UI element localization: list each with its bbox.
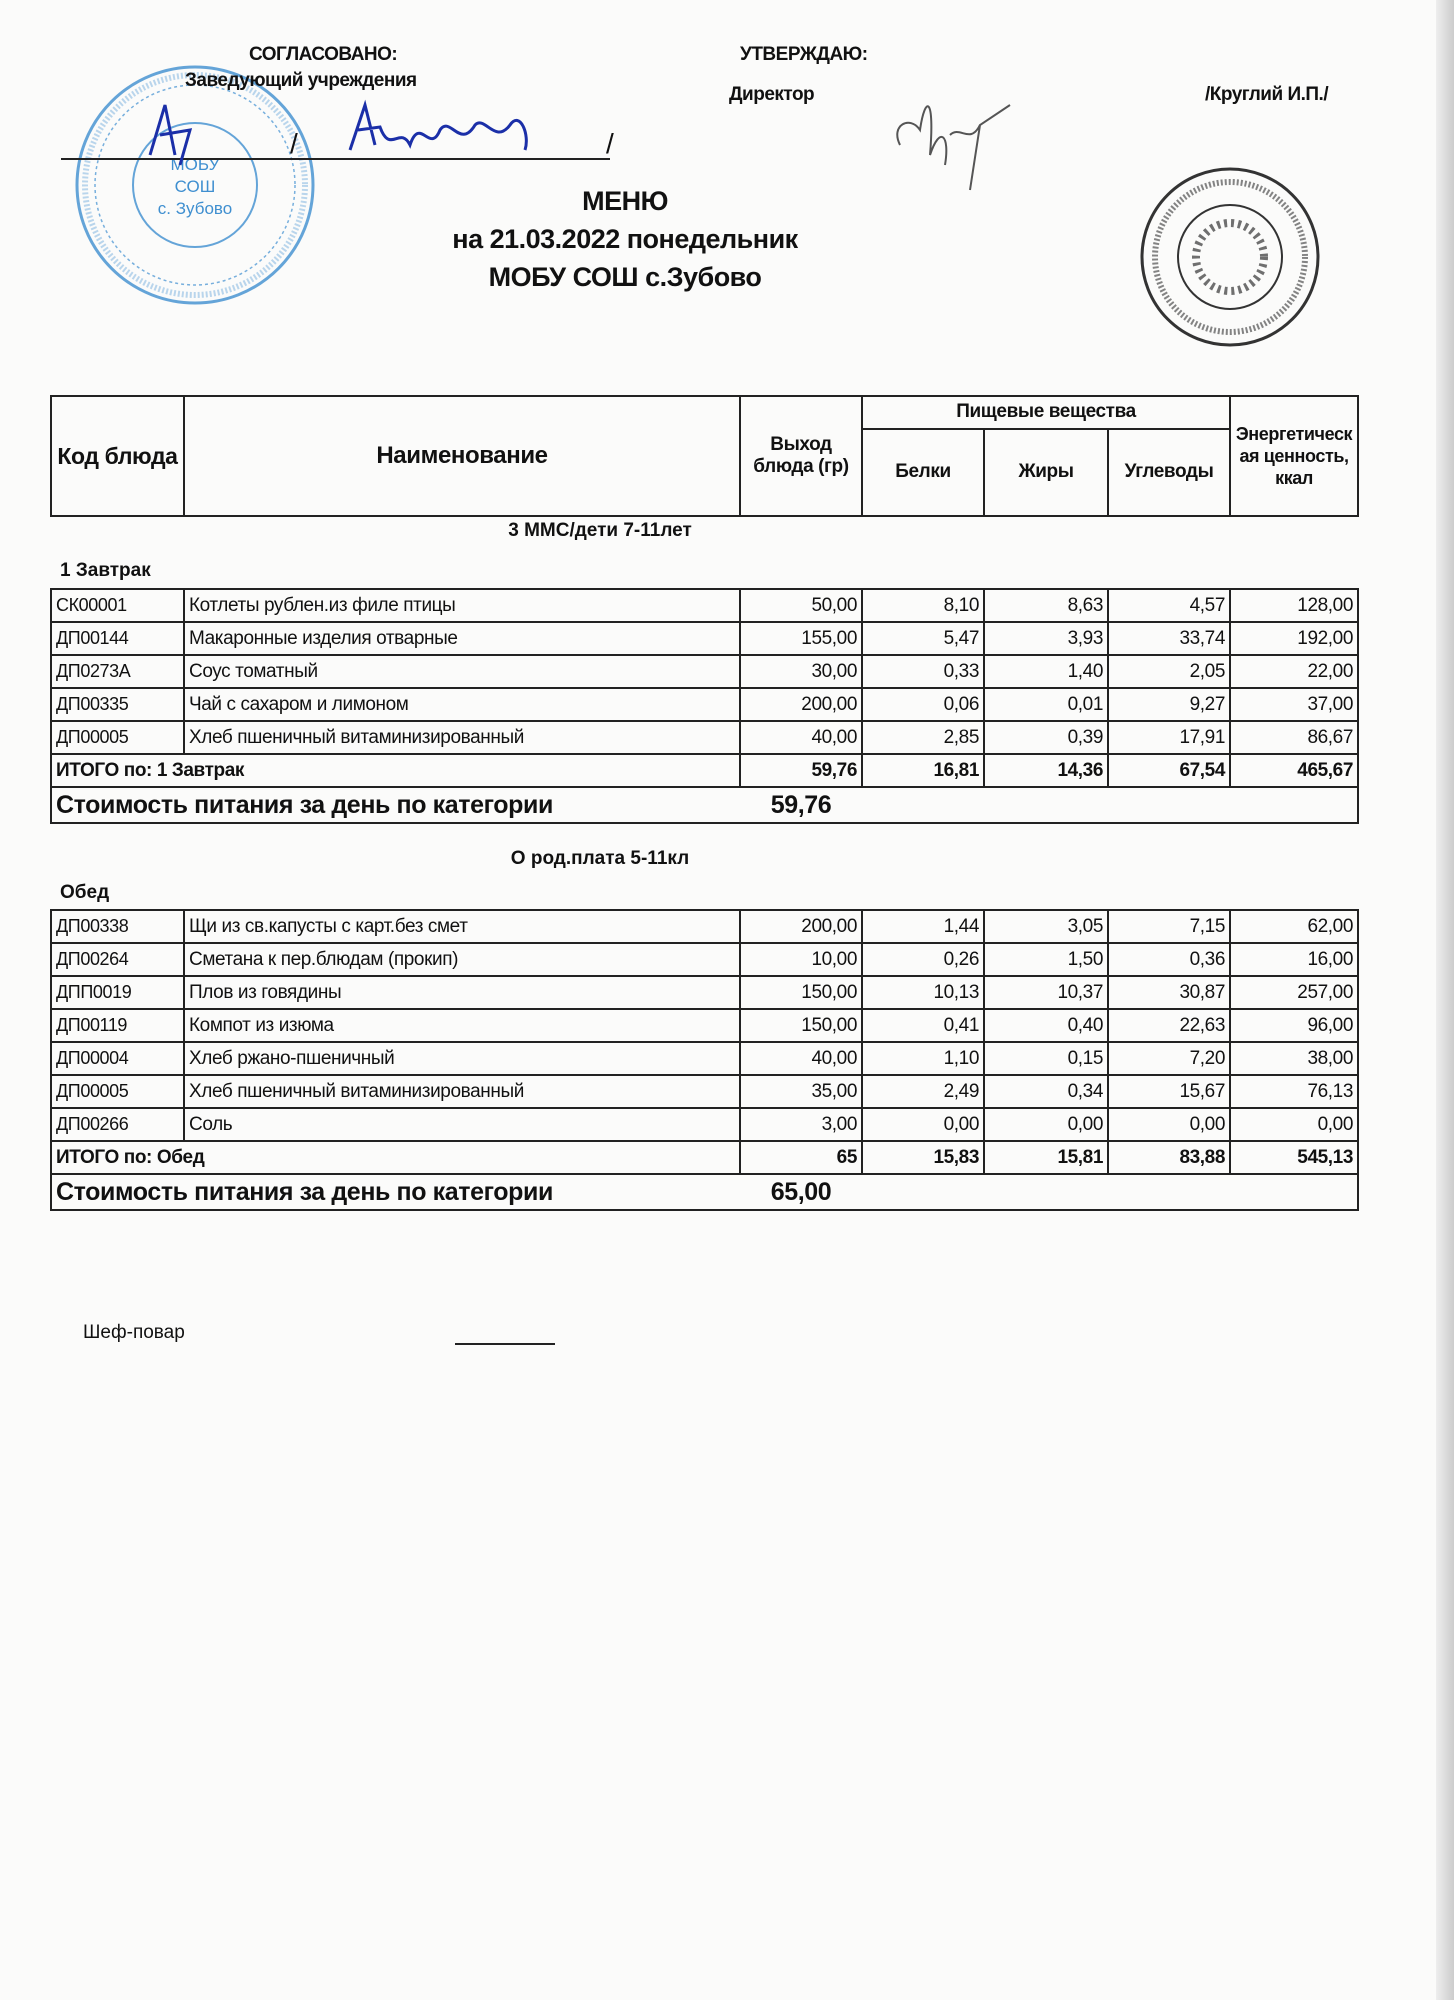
dish-carbs: 17,91 — [1108, 721, 1230, 754]
col-energy: Энергетическая ценность, ккал — [1230, 396, 1358, 516]
total-value: 15,81 — [984, 1141, 1108, 1174]
dish-name: Плов из говядины — [184, 976, 740, 1009]
dish-fat: 0,39 — [984, 721, 1108, 754]
dish-name: Хлеб пшеничный витаминизированный — [184, 721, 740, 754]
dish-fat: 1,50 — [984, 943, 1108, 976]
dish-fat: 0,40 — [984, 1009, 1108, 1042]
dish-yield: 40,00 — [740, 1042, 862, 1075]
dish-protein: 0,00 — [862, 1108, 984, 1141]
dish-carbs: 4,57 — [1108, 589, 1230, 622]
dish-name: Сметана к пер.блюдам (прокип) — [184, 943, 740, 976]
dish-name: Щи из св.капусты с карт.без смет — [184, 910, 740, 943]
dish-protein: 8,10 — [862, 589, 984, 622]
dish-code: ДП00119 — [51, 1009, 184, 1042]
cost-label: Стоимость питания за день по категории — [51, 1174, 740, 1210]
dish-code: ДП0273А — [51, 655, 184, 688]
cost-empty — [862, 787, 1358, 823]
agreed-signature-icon — [130, 95, 600, 175]
dish-yield: 30,00 — [740, 655, 862, 688]
table-row — [51, 721, 1358, 754]
dish-fat: 0,34 — [984, 1075, 1108, 1108]
dish-carbs: 0,00 — [1108, 1108, 1230, 1141]
dish-fat: 10,37 — [984, 976, 1108, 1009]
dish-fat: 0,00 — [984, 1108, 1108, 1141]
group-label: 3 ММС/дети 7-11лет — [508, 520, 692, 541]
dish-energy: 86,67 — [1230, 721, 1358, 754]
table-row — [51, 655, 1358, 688]
cost-empty — [862, 1174, 1358, 1210]
menu-header-table — [50, 395, 1359, 517]
dish-name: Соус томатный — [184, 655, 740, 688]
total-value: 14,36 — [984, 754, 1108, 787]
dish-carbs: 2,05 — [1108, 655, 1230, 688]
dish-fat: 0,15 — [984, 1042, 1108, 1075]
col-code: Код блюда — [51, 396, 184, 516]
total-value: 65 — [740, 1141, 862, 1174]
dish-name: Компот из изюма — [184, 1009, 740, 1042]
cost-value: 65,00 — [740, 1174, 862, 1210]
dish-yield: 155,00 — [740, 622, 862, 655]
dish-energy: 38,00 — [1230, 1042, 1358, 1075]
chef-signature-line — [455, 1343, 555, 1345]
dish-protein: 1,44 — [862, 910, 984, 943]
dish-energy: 0,00 — [1230, 1108, 1358, 1141]
dish-energy: 257,00 — [1230, 976, 1358, 1009]
dish-name: Макаронные изделия отварные — [184, 622, 740, 655]
breakfast-table — [50, 588, 1359, 824]
agreed-label: СОГЛАСОВАНО: — [249, 44, 398, 65]
total-value: 16,81 — [862, 754, 984, 787]
table-row — [51, 910, 1358, 943]
dish-code: ДПП0019 — [51, 976, 184, 1009]
dish-carbs: 30,87 — [1108, 976, 1230, 1009]
table-row — [51, 1009, 1358, 1042]
dish-yield: 50,00 — [740, 589, 862, 622]
total-value: 545,13 — [1230, 1141, 1358, 1174]
cost-row — [51, 787, 1358, 823]
table-row — [51, 589, 1358, 622]
dish-protein: 2,85 — [862, 721, 984, 754]
menu-heading: МЕНЮ — [582, 186, 668, 216]
dish-code: ДП00335 — [51, 688, 184, 721]
dish-energy: 192,00 — [1230, 622, 1358, 655]
dish-carbs: 15,67 — [1108, 1075, 1230, 1108]
dish-name: Котлеты рублен.из филе птицы — [184, 589, 740, 622]
dish-yield: 40,00 — [740, 721, 862, 754]
dish-yield: 200,00 — [740, 910, 862, 943]
dish-carbs: 7,15 — [1108, 910, 1230, 943]
agreed-position: Заведующий учреждения — [185, 70, 417, 91]
dish-name: Соль — [184, 1108, 740, 1141]
dish-carbs: 0,36 — [1108, 943, 1230, 976]
breakfast-label: 1 Завтрак — [60, 560, 151, 581]
dish-energy: 37,00 — [1230, 688, 1358, 721]
total-value: 67,54 — [1108, 754, 1230, 787]
table-row — [51, 1075, 1358, 1108]
lunch-label: Обед — [60, 882, 110, 903]
table-row — [51, 976, 1358, 1009]
scan-edge — [1436, 0, 1454, 2000]
cost-value: 59,76 — [740, 787, 862, 823]
dish-name: Хлеб пшеничный витаминизированный — [184, 1075, 740, 1108]
dish-name: Чай с сахаром и лимоном — [184, 688, 740, 721]
total-value: 59,76 — [740, 754, 862, 787]
dish-fat: 1,40 — [984, 655, 1108, 688]
dish-protein: 0,41 — [862, 1009, 984, 1042]
dish-protein: 0,06 — [862, 688, 984, 721]
total-row — [51, 754, 1358, 787]
total-value: 465,67 — [1230, 754, 1358, 787]
signature-slash-left: / — [290, 128, 298, 159]
total-label: ИТОГО по: Обед — [51, 1141, 740, 1174]
dish-fat: 0,01 — [984, 688, 1108, 721]
dish-protein: 2,49 — [862, 1075, 984, 1108]
total-value: 83,88 — [1108, 1141, 1230, 1174]
dish-code: СК00001 — [51, 589, 184, 622]
col-carbs: Углеводы — [1108, 429, 1230, 516]
table-row — [51, 688, 1358, 721]
table-row — [51, 1042, 1358, 1075]
dish-code: ДП00144 — [51, 622, 184, 655]
dish-protein: 0,33 — [862, 655, 984, 688]
dish-fat: 8,63 — [984, 589, 1108, 622]
dish-energy: 96,00 — [1230, 1009, 1358, 1042]
dish-energy: 76,13 — [1230, 1075, 1358, 1108]
cost-row — [51, 1174, 1358, 1210]
dish-code: ДП00338 — [51, 910, 184, 943]
dish-yield: 150,00 — [740, 1009, 862, 1042]
dish-yield: 10,00 — [740, 943, 862, 976]
col-name: Наименование — [184, 396, 740, 516]
dish-carbs: 33,74 — [1108, 622, 1230, 655]
menu-date: на 21.03.2022 понедельник — [452, 224, 798, 254]
lunch-table — [50, 909, 1359, 1211]
col-fat: Жиры — [984, 429, 1108, 516]
dish-code: ДП00266 — [51, 1108, 184, 1141]
col-protein: Белки — [862, 429, 984, 516]
dish-name: Хлеб ржано-пшеничный — [184, 1042, 740, 1075]
dish-fat: 3,05 — [984, 910, 1108, 943]
cost-label: Стоимость питания за день по категории — [51, 787, 740, 823]
menu-school: МОБУ СОШ с.Зубово — [488, 262, 762, 292]
dish-code: ДП00005 — [51, 721, 184, 754]
dish-yield: 35,00 — [740, 1075, 862, 1108]
dish-carbs: 9,27 — [1108, 688, 1230, 721]
dish-energy: 16,00 — [1230, 943, 1358, 976]
table-row — [51, 943, 1358, 976]
table-row — [51, 1108, 1358, 1141]
dish-energy: 62,00 — [1230, 910, 1358, 943]
dish-fat: 3,93 — [984, 622, 1108, 655]
svg-text:с. Зубово: с. Зубово — [157, 199, 233, 218]
chef-label: Шеф-повар — [83, 1322, 185, 1343]
director-signature-icon — [880, 85, 1050, 195]
dish-code: ДП00004 — [51, 1042, 184, 1075]
dish-protein: 1,10 — [862, 1042, 984, 1075]
dish-energy: 128,00 — [1230, 589, 1358, 622]
total-row — [51, 1141, 1358, 1174]
total-label: ИТОГО по: 1 Завтрак — [51, 754, 740, 787]
dish-yield: 200,00 — [740, 688, 862, 721]
dish-protein: 5,47 — [862, 622, 984, 655]
dish-energy: 22,00 — [1230, 655, 1358, 688]
svg-text:МОБУ: МОБУ — [170, 155, 220, 174]
dish-protein: 0,26 — [862, 943, 984, 976]
dish-protein: 10,13 — [862, 976, 984, 1009]
dish-code: ДП00005 — [51, 1075, 184, 1108]
svg-text:СОШ: СОШ — [174, 177, 216, 196]
approved-position: Директор — [729, 84, 815, 105]
approved-name: /Круглий И.П./ — [1205, 84, 1329, 105]
table-row — [51, 622, 1358, 655]
col-nutrients: Пищевые вещества — [862, 396, 1230, 429]
total-value: 15,83 — [862, 1141, 984, 1174]
dish-carbs: 7,20 — [1108, 1042, 1230, 1075]
col-yield: Выход блюда (гр) — [740, 396, 862, 516]
dish-yield: 150,00 — [740, 976, 862, 1009]
lunch-group-label: О род.плата 5-11кл — [510, 848, 690, 869]
dish-carbs: 22,63 — [1108, 1009, 1230, 1042]
dish-yield: 3,00 — [740, 1108, 862, 1141]
signature-slash-right: / — [606, 128, 614, 159]
approved-label: УТВЕРЖДАЮ: — [740, 44, 868, 65]
dish-code: ДП00264 — [51, 943, 184, 976]
